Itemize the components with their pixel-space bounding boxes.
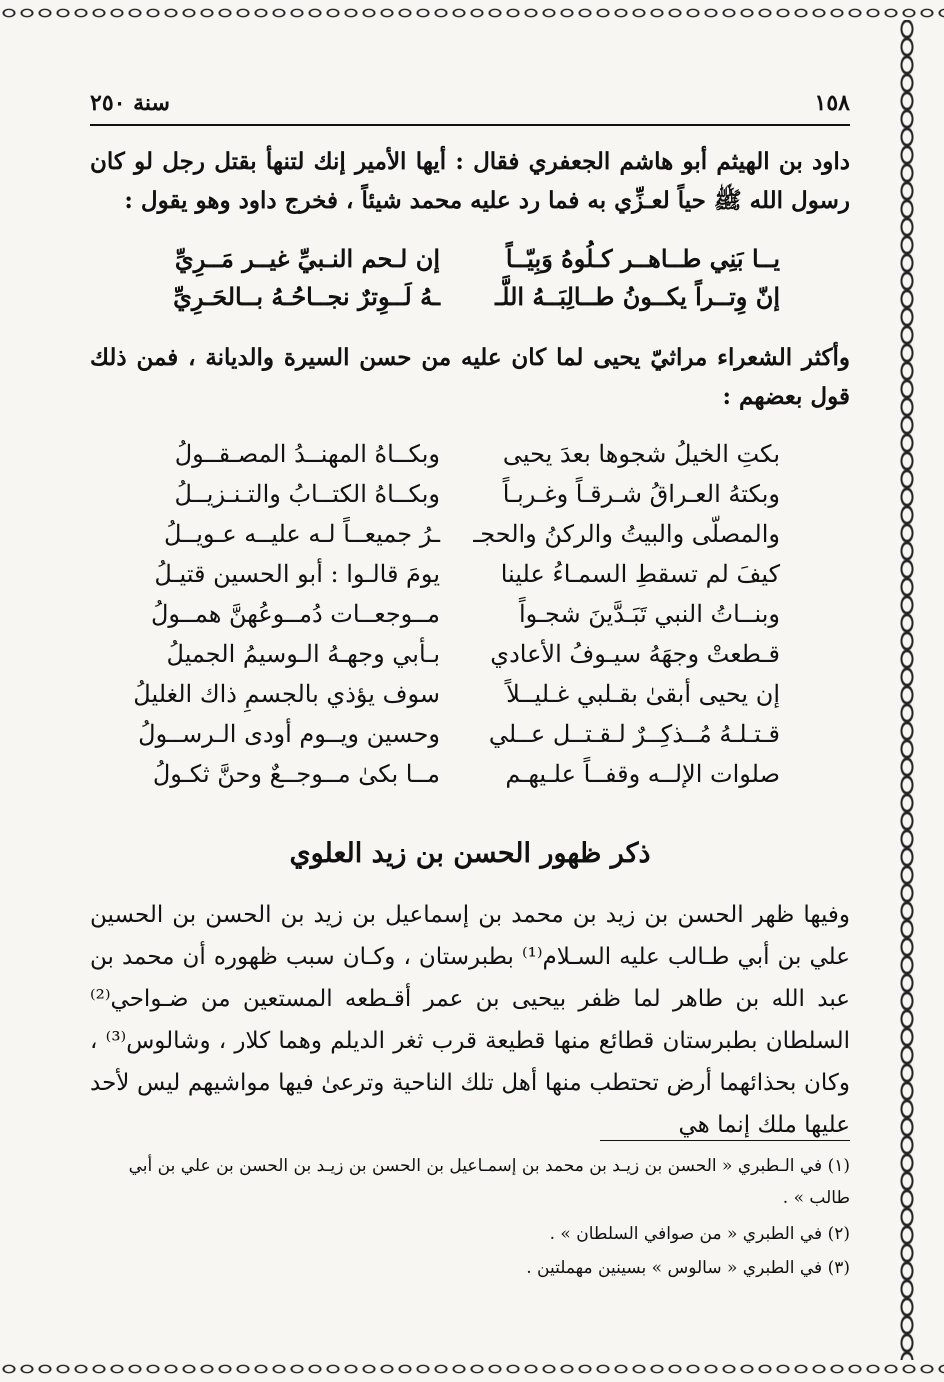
ornamental-border-right	[896, 20, 918, 1360]
verse-hemistich-first: قـتـلـهُ مُــذكِــرٌ لـقـتــل عــلي	[488, 720, 780, 748]
paragraph-1: داود بن الهيثم أبو هاشم الجعفري فقال : أيها الأمير إنك لتنهأ بقتل رجل لو كان رسول الله ﷺ حياً لعـزِّي به فما رد عليه محمد شيئاً ، فخرج داود وهو يقول :	[90, 148, 850, 214]
verse-hemistich-second: يومَ قالـوا : أبو الحسين قتيـلُ	[154, 560, 440, 588]
section-heading: ذكر ظهور الحسن بن زيد العلوي	[289, 838, 651, 869]
verse-2-1	[160, 440, 780, 478]
verse-2-9	[152, 760, 780, 798]
verse-hemistich-first: إن يحيى أبقىٰ بقـلبي غـليــلاً	[506, 680, 780, 708]
footnote-1: (١) في الـطبري « الحسن بن زيـد بن محمد بن إسمـاعيل بن الحسن بن زيـد بن الحسن بن علي بن أبي طالب » .	[128, 1156, 850, 1208]
verse-hemistich-second: إن لـحم النـبيِّ غيــر مَــرِيِّ	[174, 244, 440, 273]
verse-2-6	[160, 640, 780, 678]
verse-hemistich-first: والمصلّى والبيتُ والركنُ والحجـ	[473, 520, 780, 548]
verse-1-2	[160, 282, 780, 320]
verse-hemistich-first: صلوات الإلــه وقفــاً علـيهـم	[505, 760, 780, 788]
verse-2-5	[150, 600, 780, 638]
verse-hemistich-second: وبكــاهُ الكتــابُ والتـنـزيــلُ	[174, 480, 440, 508]
verse-hemistich-first: وبكتهُ العـراقُ شـرقـاً وغـربـاً	[502, 480, 780, 508]
verse-2-2	[160, 480, 780, 518]
verse-hemistich-second: وبكــاهُ المهنــدُ المصـقــولُ	[174, 440, 440, 468]
verse-hemistich-second: سوف يؤذي بالجسمِ ذاك الغليلُ	[133, 680, 440, 708]
verse-hemistich-second: مــوجعــات دُمــوعُهنَّ همــولُ	[150, 600, 440, 628]
running-head-year: سنة ٢٥٠	[90, 90, 170, 116]
verse-2-7	[133, 680, 780, 718]
verse-hemistich-first: يــا بَنِي طــاهــر كـلُوهُ وَبِيّــاً	[505, 244, 780, 273]
verse-hemistich-second: وحسين ويــوم أودى الـرســولُ	[138, 720, 440, 748]
footnote-3: (٣) في الطبري « سالوس » بسينين مهملتين .	[526, 1258, 850, 1278]
verse-2-3	[160, 520, 780, 558]
page-number: ١٥٨	[814, 90, 850, 116]
ornamental-border-bottom	[0, 1356, 944, 1382]
paragraph-2: وأكثر الشعراء مراثيّ يحيى لما كان عليه من حسن السيرة والديانة ، فمن ذلك قول بعضهم :	[90, 344, 850, 410]
running-head	[90, 90, 850, 126]
paragraph-3: وفيها ظهر الحسن بن زيد بن محمد بن إسماعيل بن زيد بن الحسن بن الحسين علي بن أبي طـالب عليه السـلام⁽¹⁾ بطبرستان ، وكـان سبب ظهوره أن محمد بن عبد الله بن طاهر لما ظفر بيحيى بن عمر أقـطعه المستعين من ضـواحي⁽²⁾ السلطان بطبرستان قطائع منها قطيعة قرب ثغر الديلم وهما كلار ، وشالوس⁽³⁾ ، وكان بحذائهما أرض تحتطب منها أهل تلك الناحية وترعىٰ فيها مواشيهم ليس لأحد عليها ملك إنما هي	[90, 902, 851, 1138]
verse-hemistich-first: كيفَ لم تسقطِ السمـاءُ علينا	[500, 560, 780, 588]
verse-hemistich-second: ـهُ لَــوِترٌ نجــاحُـهُ بــالحَـرِيِّ	[173, 282, 440, 311]
verse-hemistich-first: بكتِ الخيلُ شجوها بعدَ يحيى	[502, 440, 780, 468]
verse-1-1	[160, 244, 780, 282]
verse-hemistich-first: وبنــاتُ النبي تَبَـدَّينَ شجـواً	[518, 600, 780, 628]
ornamental-border-top	[0, 0, 944, 26]
verse-hemistich-second: بـأبي وجهـهُ الـوسيمُ الجميلُ	[166, 640, 440, 668]
footnote-2: (٢) في الطبري « من صوافي السلطان » .	[549, 1224, 850, 1244]
verse-hemistich-first: إنّ وِتــراً يكــونُ طــالِبَــهُ اللَّـ	[495, 282, 780, 311]
verse-2-4	[154, 560, 780, 598]
verse-hemistich-second: ـرُ جميعــاً لـه عليــه عـويــلُ	[163, 520, 440, 548]
verse-2-8	[138, 720, 780, 758]
verse-hemistich-first: قـطعتْ وجهَهُ سيـوفُ الأعادي	[490, 640, 780, 668]
footnote-separator	[600, 1140, 850, 1141]
verse-hemistich-second: مــا بكىٰ مــوجــعٌ وحنَّ ثكـولُ	[152, 760, 440, 788]
